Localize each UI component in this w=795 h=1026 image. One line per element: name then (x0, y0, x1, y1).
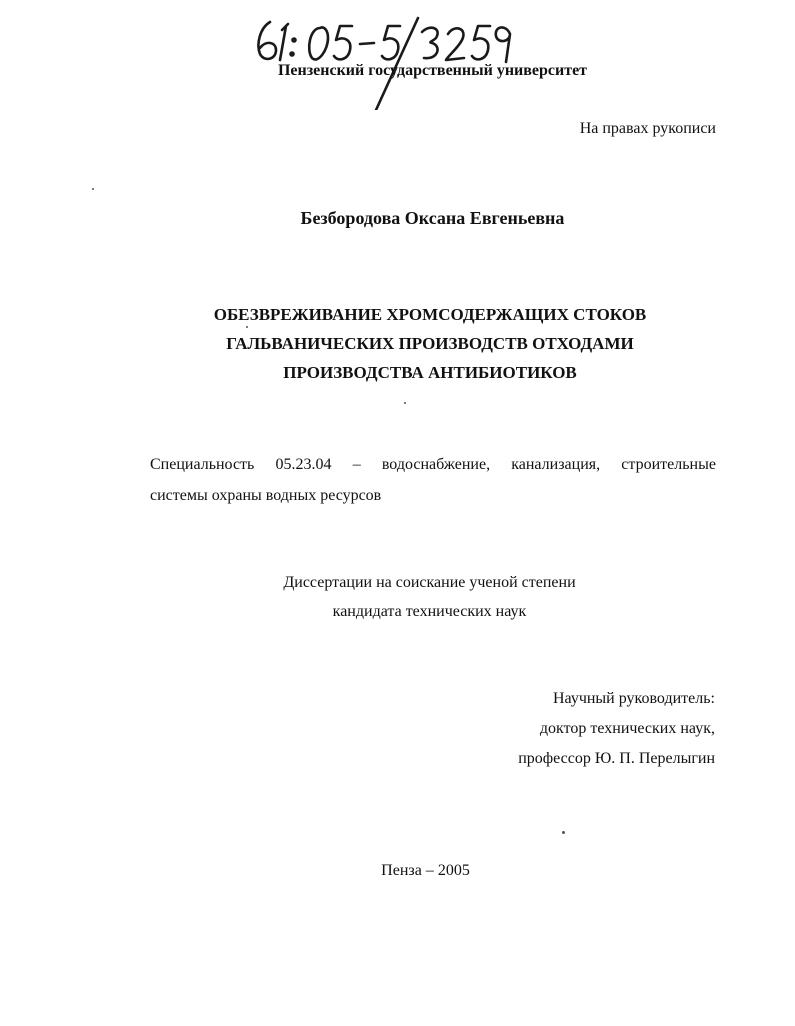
title-line: ПРОИЗВОДСТВА АНТИБИОТИКОВ (283, 363, 577, 382)
supervisor-name: профессор Ю. П. Перелыгин (518, 750, 715, 767)
university-name: Пензенский государственный университет (277, 62, 588, 79)
handwritten-code-image (248, 10, 518, 110)
specialty-word: канализация, (511, 456, 601, 473)
specialty-code: 05.23.04 (275, 456, 332, 473)
scan-speck (92, 188, 94, 190)
degree-line-1: Диссертации на соискание ученой степени (283, 574, 576, 591)
supervisor-block (518, 684, 715, 774)
specialty-word: Специальность (150, 456, 255, 473)
city-year: Пенза – 2005 (381, 862, 470, 879)
specialty-line-2: системы охраны водных ресурсов (150, 487, 382, 504)
specialty-word: строительные (621, 456, 716, 473)
degree-line-2: кандидата технических наук (332, 603, 527, 620)
handwritten-archive-code (248, 10, 518, 110)
scan-speck (404, 402, 406, 404)
specialty-word: водоснабжение, (381, 456, 491, 473)
supervisor-degree: доктор технических наук, (539, 720, 715, 737)
dissertation-title (160, 300, 700, 387)
specialty-line-1 (150, 449, 716, 480)
rights-note: На правах рукописи (579, 120, 716, 137)
title-line: ГАЛЬВАНИЧЕСКИХ ПРОИЗВОДСТВ ОТХОДАМИ (226, 334, 634, 353)
author-name: Безбородова Оксана Евгеньевна (300, 208, 565, 228)
title-line: ОБЕЗВРЕЖИВАНИЕ ХРОМСОДЕРЖАЩИХ СТОКОВ (213, 305, 647, 324)
scan-speck (562, 831, 565, 834)
scan-speck (246, 326, 248, 328)
degree-statement (0, 568, 795, 626)
specialty-block (150, 449, 716, 511)
specialty-dash: – (352, 456, 361, 473)
supervisor-label: Научный руководитель: (552, 690, 715, 707)
